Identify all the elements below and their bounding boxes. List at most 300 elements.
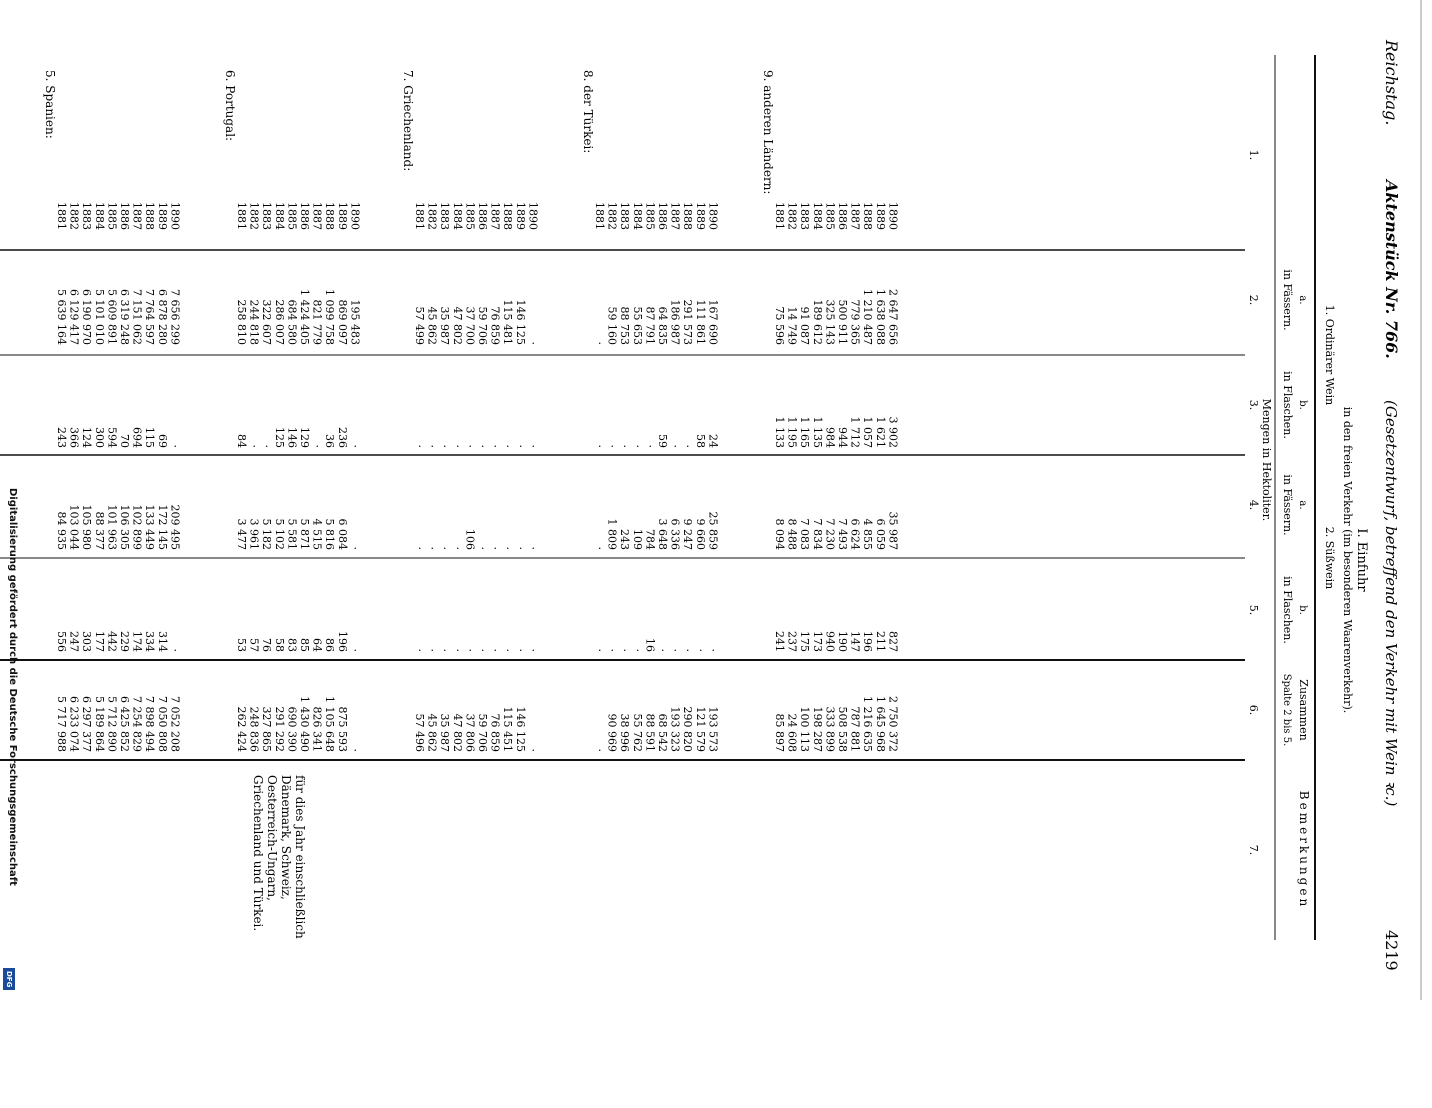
- row-year: 1890: [168, 202, 182, 230]
- table-cell-c6: 5 712 890: [105, 696, 119, 752]
- remark-line: Dänemark, Schweiz,: [279, 775, 293, 900]
- table-cell-c4: 9 247: [681, 518, 695, 550]
- table-cell-c4: 5 871: [298, 518, 311, 550]
- table-cell-c4: 8 488: [785, 518, 799, 550]
- table-cell-c4: 7 493: [836, 518, 849, 550]
- row-year: 1887: [848, 202, 862, 230]
- section-label: 7. Griechenland:: [401, 70, 415, 172]
- table-cell-c4: 102 899: [130, 504, 144, 550]
- table-cell-c4: 209 495: [168, 504, 182, 550]
- table-cell-c5: 16: [643, 638, 657, 652]
- table-cell-c2: 5 609 891: [105, 289, 119, 345]
- table-cell-c3: ·: [476, 444, 489, 448]
- table-cell-c3: ·: [513, 444, 527, 448]
- table-cell-c3: ·: [643, 444, 657, 448]
- header-c3-sub: b.: [1297, 400, 1308, 410]
- table-cell-c3: 125: [272, 427, 286, 448]
- row-year: 1882: [605, 202, 619, 230]
- row-year: 1884: [630, 202, 644, 230]
- row-year: 1888: [501, 202, 515, 230]
- table-cell-c3: 1 621: [873, 416, 887, 448]
- table-cell-c5: 196: [861, 631, 875, 652]
- header-bemerkungen: Bemerkungen: [1297, 790, 1311, 910]
- row-year: 1886: [298, 202, 311, 230]
- table-cell-c6: 37 806: [463, 713, 477, 752]
- table-cell-c3: ·: [168, 444, 182, 448]
- table-cell-c5: 83: [285, 638, 299, 652]
- table-cell-c5: 229: [118, 631, 131, 652]
- column-number: 5.: [1247, 604, 1260, 616]
- table-cell-c4: 7 083: [798, 518, 812, 550]
- column-number: 4.: [1247, 499, 1260, 511]
- table-cell-c3: 243: [55, 427, 68, 448]
- table-cell-c2: 186 987: [668, 299, 682, 345]
- header-left: Reichstag.: [1382, 40, 1401, 126]
- table-cell-c2: 57 499: [413, 306, 426, 345]
- table-cell-c6: 5 717 988: [55, 696, 68, 752]
- table-cell-c2: 500 911: [836, 299, 849, 345]
- row-year: 1887: [130, 202, 144, 230]
- table-cell-c3: ·: [681, 444, 695, 448]
- table-cell-c5: 174: [130, 631, 144, 652]
- row-year: 1885: [643, 202, 657, 230]
- table-cell-c2: 244 818: [247, 299, 261, 345]
- table-cell-c5: 314: [155, 631, 169, 652]
- header-c4: in Fässern.: [1281, 474, 1294, 536]
- table-cell-c6: 7 052 208: [168, 696, 182, 752]
- row-year: 1881: [413, 202, 426, 230]
- row-year: 1884: [272, 202, 286, 230]
- table-cell-c3: 1 057: [861, 416, 875, 448]
- row-year: 1888: [681, 202, 695, 230]
- table-cell-c6: 146 125: [513, 706, 527, 752]
- table-cell-c2: 64 835: [656, 306, 669, 345]
- table-cell-c5: ·: [526, 648, 540, 652]
- table-cell-c5: ·: [413, 648, 426, 652]
- table-cell-c4: ·: [450, 546, 464, 550]
- row-year: 1884: [450, 202, 464, 230]
- table-cell-c2: 1 210 487: [861, 289, 875, 345]
- row-year: 1882: [67, 202, 81, 230]
- table-cell-c4: 35 987: [886, 511, 900, 550]
- table-cell-c6: 690 390: [285, 706, 299, 752]
- table-cell-c5: ·: [348, 648, 362, 652]
- table-cell-c3: ·: [260, 444, 274, 448]
- table-cell-c4: ·: [476, 546, 489, 550]
- table-cell-c2: 35 987: [438, 306, 452, 345]
- table-cell-c4: 1 809: [605, 518, 619, 550]
- table-cell-c4: 103 044: [67, 504, 81, 550]
- table-cell-c2: 146 125: [513, 299, 527, 345]
- table-cell-c3: 1 195: [785, 416, 799, 448]
- table-cell-c6: 88 591: [643, 713, 657, 752]
- row-year: 1886: [836, 202, 849, 230]
- header-c5-sub: b.: [1297, 605, 1308, 615]
- table-cell-c3: 58: [693, 434, 707, 448]
- table-cell-c3: ·: [668, 444, 682, 448]
- header-group1: 1. Ordinärer Wein: [1323, 304, 1336, 406]
- table-cell-c3: 3 902: [886, 416, 900, 448]
- row-year: 1890: [706, 202, 720, 230]
- row-year: 1885: [463, 202, 477, 230]
- table-cell-c5: ·: [605, 648, 619, 652]
- table-cell-c6: 787 881: [848, 706, 862, 752]
- table-cell-c5: ·: [693, 648, 707, 652]
- table-cell-c4: 6 084: [335, 518, 349, 550]
- table-cell-c6: 7 050 808: [155, 696, 169, 752]
- rotated-page: [0, 39, 1401, 971]
- digitization-note: Digitalisierung gefördert durch die Deutsche Forschungsgemeinschaft: [7, 488, 18, 886]
- table-cell-c6: 1 216 635: [861, 696, 875, 752]
- table-cell-c4: 4 855: [861, 518, 875, 550]
- table-cell-c2: 1 099 758: [323, 289, 337, 345]
- header-c5: in Flaschen.: [1281, 576, 1294, 644]
- row-year: 1886: [118, 202, 131, 230]
- table-cell-c6: 327 865: [260, 706, 274, 752]
- table-cell-c4: 109: [630, 529, 644, 550]
- table-cell-c2: 47 802: [450, 306, 464, 345]
- row-year: 1883: [798, 202, 812, 230]
- row-year: 1882: [785, 202, 799, 230]
- table-cell-c2: 111 861: [693, 299, 707, 345]
- table-cell-c2: 88 753: [618, 306, 632, 345]
- table-cell-c6: 121 579: [693, 706, 707, 752]
- table-cell-c3: 694: [130, 427, 144, 448]
- row-year: 1883: [618, 202, 632, 230]
- header-mengen: Mengen in Hektoliter.: [1260, 398, 1273, 522]
- table-cell-c4: ·: [425, 546, 439, 550]
- table-cell-c4: 5 816: [323, 518, 337, 550]
- table-cell-c3: 146: [285, 427, 299, 448]
- row-year: 1885: [285, 202, 299, 230]
- row-year: 1884: [92, 202, 106, 230]
- table-cell-c4: ·: [501, 546, 515, 550]
- row-year: 1890: [886, 202, 900, 230]
- table-cell-c6: 193 573: [706, 706, 720, 752]
- table-cell-c5: ·: [463, 648, 477, 652]
- table-cell-c5: 53: [235, 638, 248, 652]
- table-cell-c6: 24 608: [785, 713, 799, 752]
- table-cell-c4: 172 145: [155, 504, 169, 550]
- table-cell-c3: 129: [298, 427, 311, 448]
- table-cell-c6: 38 996: [618, 713, 632, 752]
- table-cell-c2: 7 764 597: [143, 289, 157, 345]
- table-cell-c6: ·: [526, 748, 540, 752]
- table-cell-c5: ·: [438, 648, 452, 652]
- table-cell-c2: 1 424 405: [298, 289, 311, 345]
- table-cell-c5: 334: [143, 631, 157, 652]
- table-cell-c3: 84: [235, 434, 248, 448]
- table-cell-c3: ·: [247, 444, 261, 448]
- table-cell-c2: 7 151 062: [130, 289, 144, 345]
- remark-line: für dies Jahr einschließlich: [293, 775, 307, 939]
- table-cell-c2: 7 656 299: [168, 289, 182, 345]
- header-title: Aktenstück Nr. 766.: [1382, 180, 1401, 359]
- dfg-logo: DFG: [3, 968, 15, 990]
- remark-line: Oesterreich-Ungarn,: [265, 775, 279, 901]
- table-cell-c5: 556: [55, 631, 68, 652]
- table-cell-c6: 248 836: [247, 706, 261, 752]
- column-number: 7.: [1247, 844, 1260, 856]
- table-cell-c6: 291 292: [272, 706, 286, 752]
- section-label: 8. der Türkei:: [581, 70, 595, 154]
- table-cell-c3: 124: [80, 427, 94, 448]
- table-cell-c3: 594: [105, 427, 119, 448]
- table-cell-c4: 5 581: [285, 518, 299, 550]
- row-year: 1889: [335, 202, 349, 230]
- table-cell-c5: 247: [67, 631, 81, 652]
- table-cell-c2: 286 007: [272, 299, 286, 345]
- row-year: 1882: [247, 202, 261, 230]
- table-cell-c4: ·: [438, 546, 452, 550]
- row-year: 1887: [668, 202, 682, 230]
- table-cell-c3: ·: [310, 444, 324, 448]
- table-cell-c5: ·: [706, 648, 720, 652]
- table-cell-c2: 167 690: [706, 299, 720, 345]
- table-cell-c4: 88 377: [92, 511, 106, 550]
- row-year: 1881: [55, 202, 68, 230]
- table-cell-c5: 147: [848, 631, 862, 652]
- table-cell-c2: 6 190 970: [80, 289, 94, 345]
- header-main-sub: in den freien Verkehr (im besonderen Waarenverkehr).: [1341, 406, 1354, 714]
- section-label: 6. Portugal:: [223, 70, 237, 142]
- table-cell-c3: 70: [118, 434, 131, 448]
- table-cell-c2: ·: [593, 341, 606, 345]
- table-cell-c3: ·: [501, 444, 515, 448]
- table-cell-c3: 984: [823, 427, 837, 448]
- table-cell-c6: 7 254 829: [130, 696, 144, 752]
- table-cell-c2: 6 129 417: [67, 289, 81, 345]
- table-cell-c3: ·: [618, 444, 632, 448]
- table-cell-c4: 106: [463, 529, 477, 550]
- page-number: 4219: [1382, 930, 1401, 971]
- table-cell-c6: 1 430 490: [298, 696, 311, 752]
- table-cell-c2: 91 087: [798, 306, 812, 345]
- table-cell-c4: 6 336: [668, 518, 682, 550]
- row-year: 1886: [656, 202, 669, 230]
- table-cell-c5: ·: [618, 648, 632, 652]
- table-cell-c5: 241: [773, 631, 786, 652]
- table-cell-c3: ·: [605, 444, 619, 448]
- table-cell-c3: ·: [593, 444, 606, 448]
- table-cell-c2: 59 706: [476, 306, 489, 345]
- table-cell-c6: 6 425 852: [118, 696, 131, 752]
- table-cell-c5: 237: [785, 631, 799, 652]
- row-year: 1889: [873, 202, 887, 230]
- row-year: 1890: [348, 202, 362, 230]
- table-cell-c5: 177: [92, 631, 106, 652]
- table-cell-c4: 7 834: [810, 518, 824, 550]
- table-cell-c2: 115 481: [501, 299, 515, 345]
- table-cell-c5: ·: [681, 648, 695, 652]
- table-cell-c5: ·: [476, 648, 489, 652]
- table-cell-c5: 173: [810, 631, 824, 652]
- row-year: 1885: [105, 202, 119, 230]
- table-cell-c4: 84 935: [55, 511, 68, 550]
- row-year: 1883: [80, 202, 94, 230]
- table-cell-c4: 784: [643, 529, 657, 550]
- table-cell-c2: 779 365: [848, 299, 862, 345]
- table-cell-c5: 76: [260, 638, 274, 652]
- table-cell-c4: 6 059: [873, 518, 887, 550]
- table-cell-c6: 55 762: [630, 713, 644, 752]
- table-cell-c5: 86: [323, 638, 337, 652]
- table-cell-c3: ·: [488, 444, 502, 448]
- table-cell-c3: 24: [706, 434, 720, 448]
- row-year: 1883: [438, 202, 452, 230]
- table-cell-c4: ·: [513, 546, 527, 550]
- row-year: 1881: [773, 202, 786, 230]
- section-label: 9. anderen Ländern:: [761, 70, 775, 195]
- table-cell-c5: ·: [425, 648, 439, 652]
- column-number: 1.: [1247, 149, 1260, 161]
- table-cell-c2: 45 862: [425, 306, 439, 345]
- table-body: [43, 70, 899, 752]
- table-cell-c6: 76 859: [488, 713, 502, 752]
- row-year: 1884: [810, 202, 824, 230]
- table-cell-c6: 198 287: [810, 706, 824, 752]
- table-cell-c3: 115: [143, 427, 157, 448]
- table-cell-c6: 59 706: [476, 713, 489, 752]
- table-cell-c6: 193 323: [668, 706, 682, 752]
- table-cell-c5: ·: [593, 648, 606, 652]
- table-cell-c3: 236: [335, 427, 349, 448]
- row-year: 1889: [155, 202, 169, 230]
- table-cell-c5: ·: [630, 648, 644, 652]
- table-cell-c5: 211: [873, 631, 887, 652]
- table-cell-c4: 4 515: [310, 518, 324, 550]
- table-cell-c2: 2 647 656: [886, 289, 900, 345]
- row-year: 1888: [323, 202, 337, 230]
- table-cell-c5: ·: [488, 648, 502, 652]
- row-year: 1887: [310, 202, 324, 230]
- table-cell-c4: 9 660: [693, 518, 707, 550]
- row-year: 1888: [143, 202, 157, 230]
- row-year: 1882: [425, 202, 439, 230]
- table-cell-c2: 684 580: [285, 299, 299, 345]
- table-cell-c3: ·: [463, 444, 477, 448]
- table-cell-c3: 366: [67, 427, 81, 448]
- table-cell-c4: 106 305: [118, 504, 131, 550]
- table-cell-c3: ·: [425, 444, 439, 448]
- table-cell-c6: 262 424: [235, 706, 248, 752]
- header-subtitle: (Gesetzentwurf, betreffend den Verkehr mit Wein ꝛc.): [1382, 400, 1400, 807]
- table-cell-c4: 101 963: [105, 504, 119, 550]
- header-main: I. Einfuhr: [1354, 528, 1369, 592]
- table-cell-c6: 85 897: [773, 713, 786, 752]
- table-cell-c2: 59 160: [605, 306, 619, 345]
- table-cell-c2: 869 097: [335, 299, 349, 345]
- table-cell-c5: 175: [798, 631, 812, 652]
- column-number: 2.: [1247, 294, 1260, 306]
- table-cell-c4: ·: [526, 546, 540, 550]
- table-cell-c6: 6 233 074: [67, 696, 81, 752]
- table-cell-c3: 1 133: [773, 416, 786, 448]
- table-cell-c3: ·: [526, 444, 540, 448]
- table-cell-c6: 115 451: [501, 706, 515, 752]
- remark-line: Griechenland und Türkei.: [251, 775, 265, 932]
- table-cell-c2: 291 573: [681, 299, 695, 345]
- table-cell-c6: 5 189 864: [92, 696, 106, 752]
- row-year: 1888: [861, 202, 875, 230]
- table-cell-c5: 64: [310, 638, 324, 652]
- table-cell-c4: 3 477: [235, 518, 248, 550]
- table-cell-c6: 7 898 494: [143, 696, 157, 752]
- table-cell-c5: ·: [668, 648, 682, 652]
- table-cell-c3: 59: [656, 434, 669, 448]
- table-cell-c5: 58: [272, 638, 286, 652]
- table-cell-c3: 1 165: [798, 416, 812, 448]
- table-cell-c5: 190: [836, 631, 849, 652]
- row-year: 1889: [513, 202, 527, 230]
- table-cell-c6: 57 496: [413, 713, 426, 752]
- table-cell-c3: ·: [630, 444, 644, 448]
- table-cell-c5: 57: [247, 638, 261, 652]
- table-cell-c4: ·: [348, 546, 362, 550]
- table-cell-c2: 76 859: [488, 306, 502, 345]
- table-cell-c5: ·: [513, 648, 527, 652]
- table-cell-c2: 325 143: [823, 299, 837, 345]
- table-cell-c3: 1 712: [848, 416, 862, 448]
- table-cell-c3: ·: [413, 444, 426, 448]
- table-cell-c3: ·: [348, 444, 362, 448]
- table-cell-c2: 5 101 010: [92, 289, 106, 345]
- table-cell-c2: 75 596: [773, 306, 786, 345]
- table-cell-c3: 1 135: [810, 416, 824, 448]
- table-cell-c2: 6 319 248: [118, 289, 131, 345]
- table-cell-c5: ·: [168, 648, 182, 652]
- header-zusammen-sub: Spalte 2 bis 5.: [1281, 673, 1292, 747]
- table-cell-c6: 2 750 372: [886, 696, 900, 752]
- table-cell-c6: 100 113: [798, 706, 812, 752]
- column-number: 3.: [1247, 399, 1260, 411]
- table-cell-c2: 195 483: [348, 299, 362, 345]
- row-year: 1883: [260, 202, 274, 230]
- table-cell-c6: 826 341: [310, 706, 324, 752]
- table-cell-c2: 55 653: [630, 306, 644, 345]
- table-cell-c4: 105 980: [80, 504, 94, 550]
- remark-block: [251, 775, 307, 939]
- table-cell-c6: ·: [593, 748, 606, 752]
- column-numbers: [1247, 150, 1260, 856]
- table-cell-c5: 827: [886, 631, 900, 652]
- table-cell-c5: 196: [335, 631, 349, 652]
- table-cell-c6: 68 542: [656, 713, 669, 752]
- table-cell-c3: ·: [438, 444, 452, 448]
- table-cell-c6: ·: [348, 748, 362, 752]
- section-label: 5. Spanien:: [43, 70, 57, 139]
- row-year: 1881: [235, 202, 248, 230]
- row-year: 1889: [693, 202, 707, 230]
- table-cell-c3: 300: [92, 427, 106, 448]
- table-cell-c3: 944: [836, 427, 849, 448]
- table-cell-c4: 5 182: [260, 518, 274, 550]
- table-cell-c5: 442: [105, 631, 119, 652]
- table-cell-c6: 35 987: [438, 713, 452, 752]
- table-cell-c5: ·: [450, 648, 464, 652]
- table-cell-c6: 90 969: [605, 713, 619, 752]
- table-cell-c6: 333 899: [823, 706, 837, 752]
- table-cell-c3: 69: [155, 434, 169, 448]
- table-cell-c2: 37 700: [463, 306, 477, 345]
- table-cell-c5: ·: [501, 648, 515, 652]
- header-zusammen: Zusammen: [1297, 679, 1310, 741]
- row-year: 1886: [476, 202, 489, 230]
- table-cell-c5: ·: [656, 648, 669, 652]
- table-cell-c2: 189 612: [810, 299, 824, 345]
- table-cell-c6: 45 862: [425, 713, 439, 752]
- table-cell-c2: ·: [526, 341, 540, 345]
